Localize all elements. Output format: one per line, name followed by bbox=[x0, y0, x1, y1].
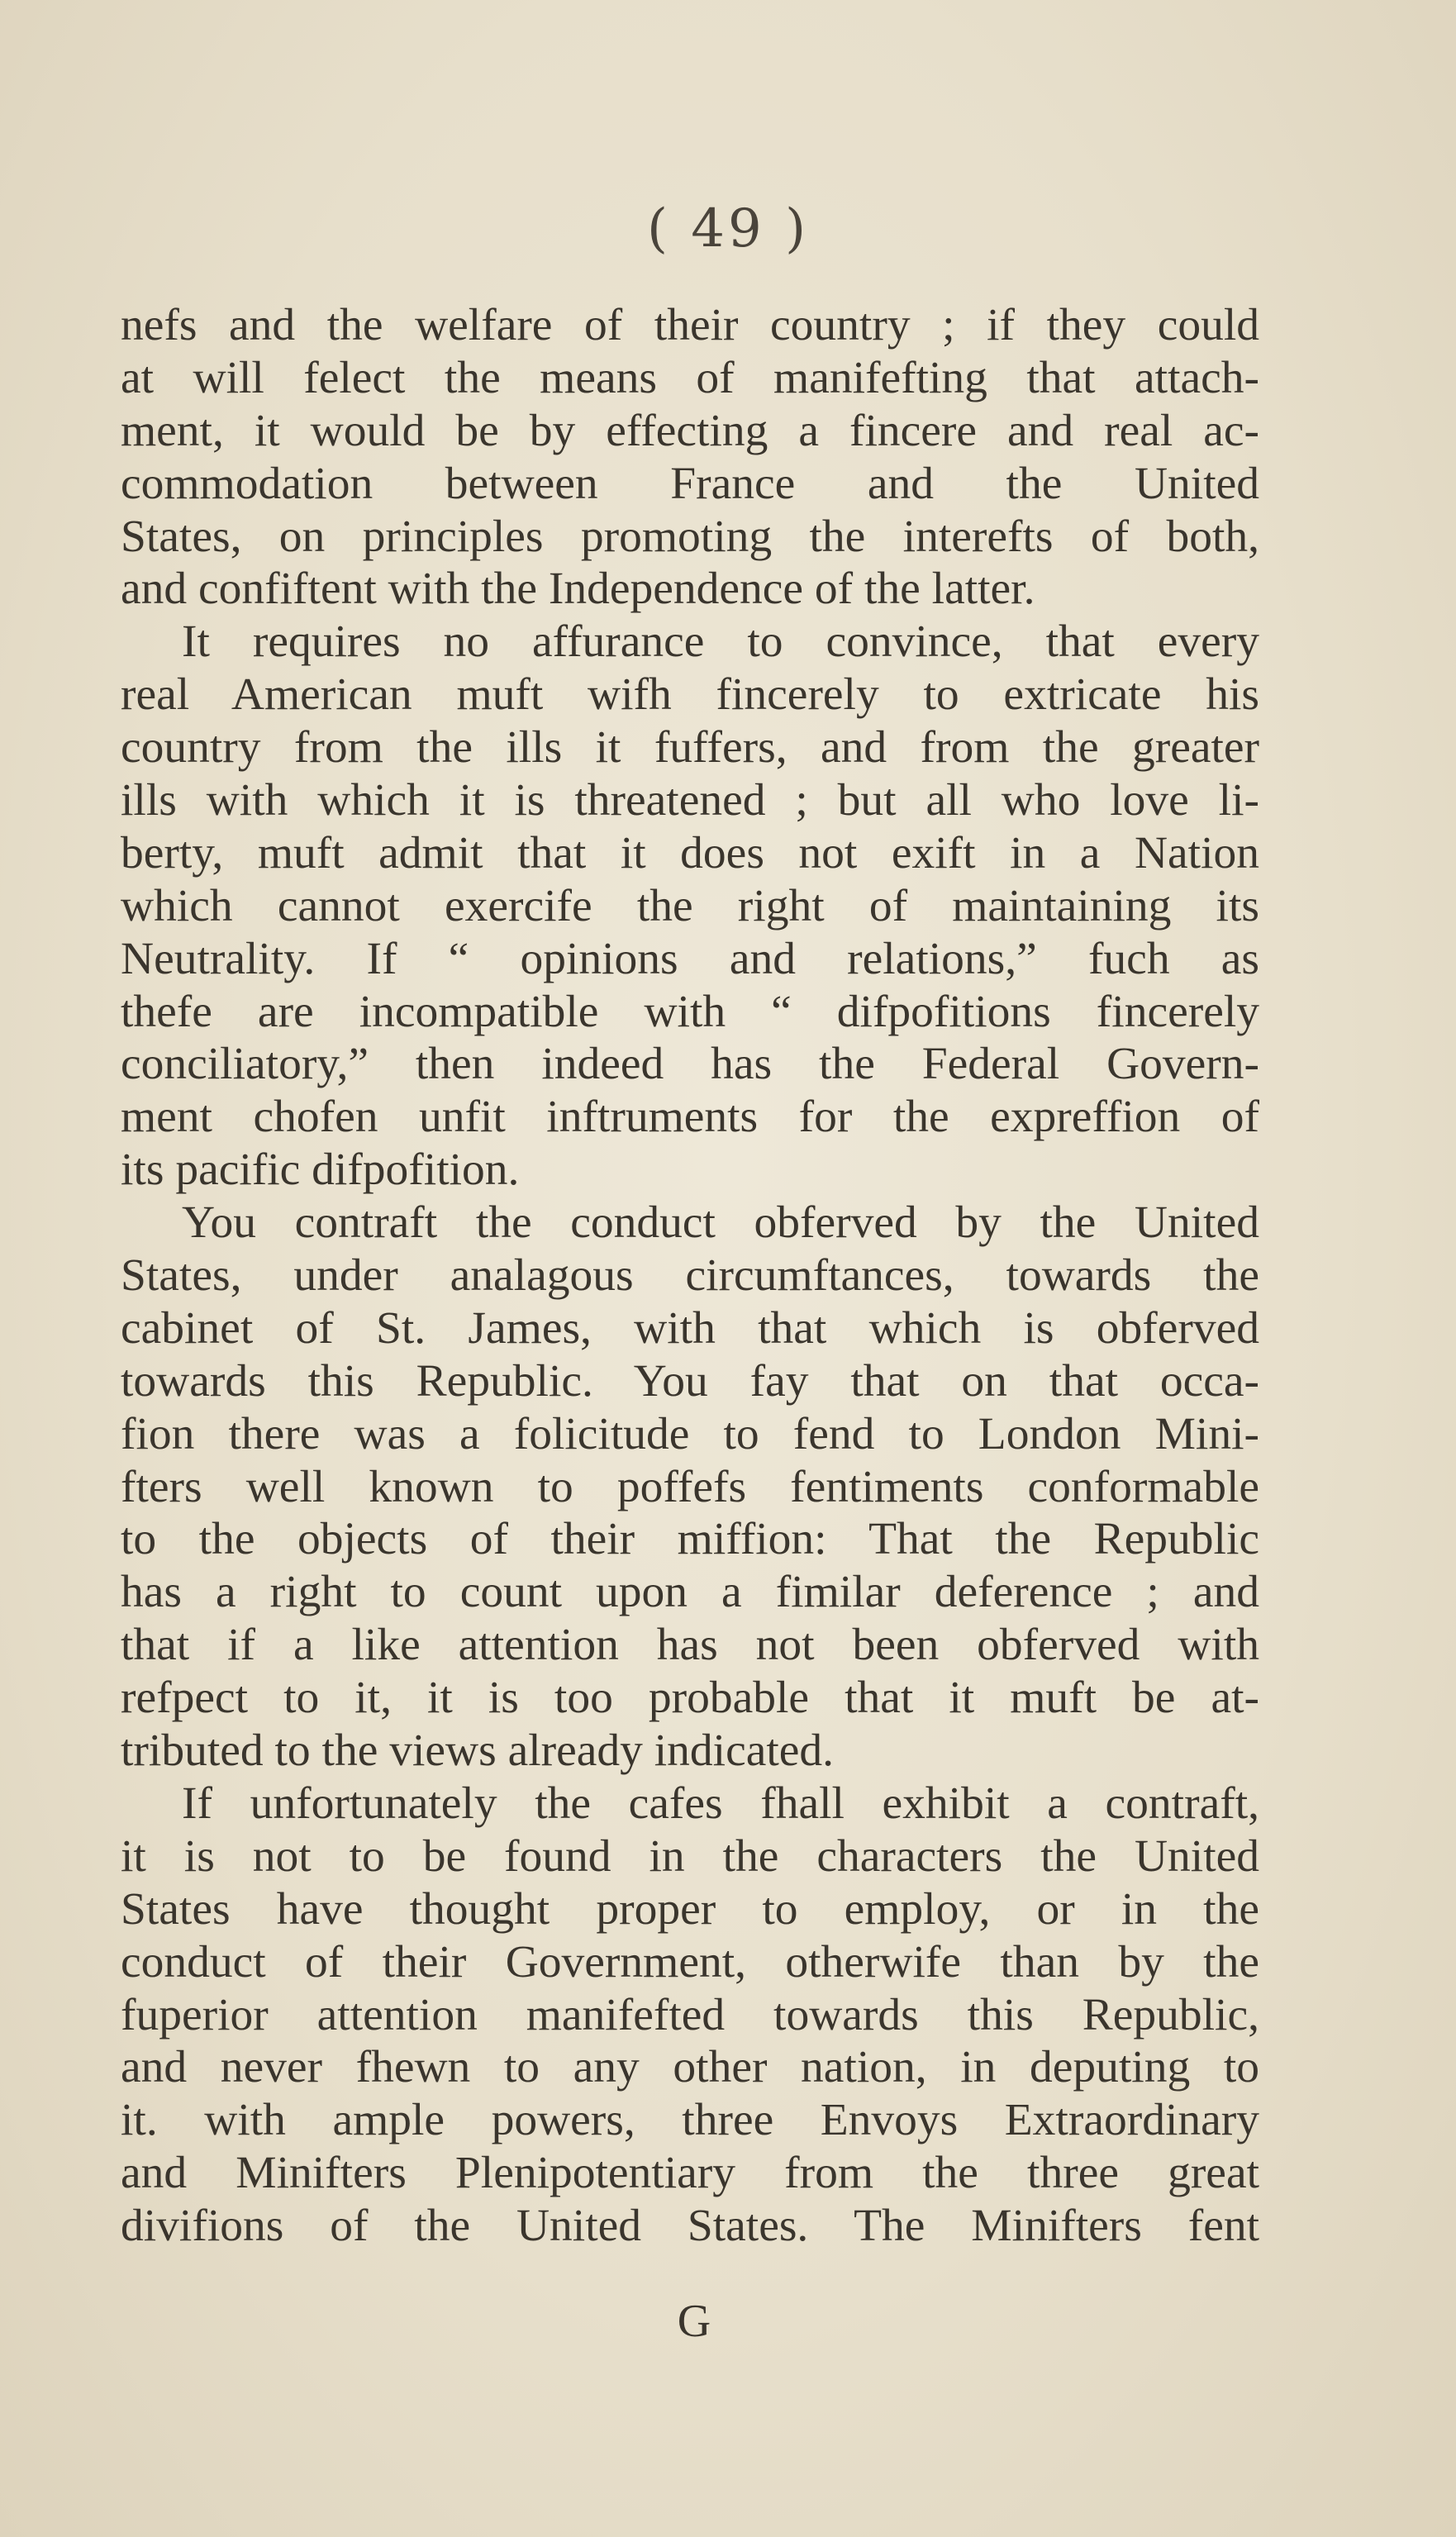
paragraph-3 bbox=[121, 1197, 1259, 1778]
text-line: States, under analagous circumftances, towards the bbox=[121, 1250, 1259, 1302]
text-line: Neutrality. If “ opinions and relations,” fuch as bbox=[121, 933, 1259, 984]
text-line: to the objects of their miffion: That the Republic bbox=[121, 1514, 1259, 1565]
text-line: tributed to the views already indicated. bbox=[121, 1725, 835, 1777]
text-line: If unfortunately the cafes fhall exhibit a contraft, bbox=[182, 1778, 1259, 1829]
text-line: fters well known to poffefs fentiments conformable bbox=[121, 1461, 1259, 1512]
paragraph-2 bbox=[121, 616, 1259, 1197]
paragraph-4 bbox=[121, 1778, 1259, 2253]
text-line: You contraft the conduct obferved by the United bbox=[182, 1197, 1259, 1249]
text-line: that if a like attention has not been obferved with bbox=[121, 1620, 1259, 1671]
text-line: It requires no affurance to convince, that every bbox=[182, 616, 1259, 668]
text-line: which cannot exercife the right of maintaining its bbox=[121, 880, 1259, 931]
text-line: cabinet of St. James, with that which is obferved bbox=[121, 1302, 1259, 1354]
body-text bbox=[121, 299, 1259, 2253]
page-number-header: ( 49 ) bbox=[646, 198, 810, 259]
text-line: real American muft wifh fincerely to extricate his bbox=[121, 669, 1259, 721]
text-line: it is not to be found in the characters the United bbox=[121, 1830, 1259, 1882]
text-line: ills with which it is threatened ; but all who love li- bbox=[121, 775, 1259, 826]
text-line: States have thought proper to employ, or in the bbox=[121, 1883, 1259, 1935]
text-line: its pacific difpofition. bbox=[121, 1145, 520, 1196]
text-line: at will felect the means of manifefting that attach- bbox=[121, 352, 1259, 403]
text-line: fuperior attention manifefted towards this Republic, bbox=[121, 1989, 1259, 2040]
signature-mark: G bbox=[677, 2296, 711, 2347]
text-line: berty, muft admit that it does not exift in a Nation bbox=[121, 827, 1259, 878]
text-line: thefe are incompatible with “ difpofitions fincerely bbox=[121, 986, 1259, 1037]
text-line: ment chofen unfit inftruments for the expreffion of bbox=[121, 1092, 1259, 1143]
text-line: it. with ample powers, three Envoys Extraordinary bbox=[121, 2095, 1259, 2146]
text-line: conduct of their Government, otherwife than by the bbox=[121, 1936, 1259, 1987]
text-line: States, on principles promoting the interefts of both, bbox=[121, 511, 1259, 562]
text-line: country from the ills it fuffers, and from the greater bbox=[121, 722, 1259, 773]
text-line: has a right to count upon a fimilar deference ; and bbox=[121, 1567, 1259, 1618]
text-line: and never fhewn to any other nation, in deputing to bbox=[121, 2042, 1259, 2093]
text-line: commodation between France and the United bbox=[121, 458, 1259, 509]
text-line: fion there was a folicitude to fend to London Mini- bbox=[121, 1408, 1259, 1459]
text-line: divifions of the United States. The Minifters fent bbox=[121, 2201, 1259, 2252]
paragraph-1 bbox=[121, 299, 1259, 616]
text-line: refpect to it, it is too probable that it muft be at- bbox=[121, 1673, 1259, 1724]
text-line: nefs and the welfare of their country ; if they could bbox=[121, 300, 1259, 350]
text-line: and Minifters Plenipotentiary from the three great bbox=[121, 2148, 1259, 2199]
text-line: ment, it would be by effecting a fincere and real ac- bbox=[121, 405, 1259, 456]
text-line: and confiftent with the Independence of the latter. bbox=[121, 564, 1035, 615]
text-line: conciliatory,” then indeed has the Federal Govern- bbox=[121, 1039, 1259, 1090]
text-line: towards this Republic. You fay that on that occa- bbox=[121, 1355, 1259, 1407]
